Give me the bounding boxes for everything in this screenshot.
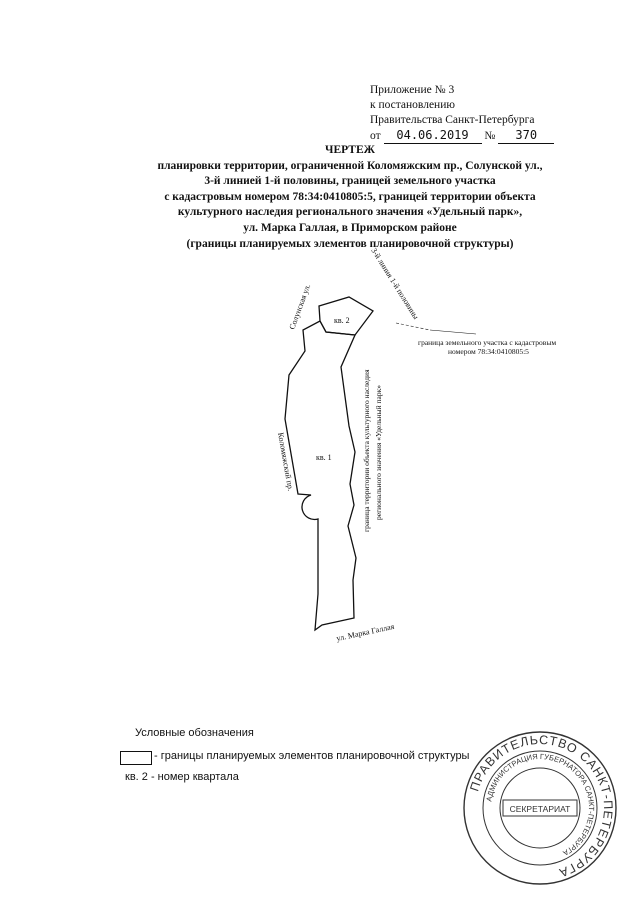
- park-boundary-label: регионального значения «Удельный парк»: [374, 385, 383, 520]
- stamp-inner-ring-text: АДМИНИСТРАЦИЯ ГУБЕРНАТОРА САНКТ-ПЕТЕРБУРГА: [484, 751, 597, 858]
- drawing-heading: ЧЕРТЕЖ: [325, 144, 375, 156]
- legend-boundary-text: - границы планируемых элементов планировочной структуры: [154, 750, 470, 762]
- number-prefix: №: [484, 130, 496, 142]
- annex-number: Приложение № 3: [370, 84, 455, 96]
- title-line: (границы планируемых элементов планировочной структуры): [186, 237, 514, 250]
- park-boundary-label: граница территории объекта культурного наследия: [362, 369, 371, 532]
- legend-boundary-symbol: [120, 751, 152, 765]
- cadastral-boundary-label: граница земельного участка с кадастровым: [418, 338, 557, 347]
- title-line: планировки территории, ограниченной Коломяжским пр., Солунской ул.,: [157, 159, 543, 172]
- resolution-number: 370: [498, 128, 554, 144]
- title-line: 3-й линией 1-й половины, границей земельного участка: [204, 175, 496, 188]
- stamp-center-text: СЕКРЕТАРИАТ: [509, 804, 571, 814]
- stamp-ring-text: ПРАВИТЕЛЬСТВО САНКТ-ПЕТЕРБУРГА: [467, 732, 616, 880]
- cadastral-leader-line: [430, 330, 476, 334]
- legend-heading: Условные обозначения: [135, 727, 254, 739]
- annex-resolution: к постановлению: [370, 99, 455, 111]
- official-stamp: [460, 728, 620, 888]
- block-2-label: кв. 2: [334, 316, 350, 325]
- block-1-label: кв. 1: [316, 453, 332, 462]
- street-solunskaya-label: Солунская ул.: [287, 282, 313, 331]
- legend-block-text: - номер квартала: [150, 771, 239, 783]
- cadastral-boundary-label: номером 78:34:0410805:5: [448, 347, 529, 356]
- street-3rd-line-label: 3-й линия 1-й половины: [369, 246, 421, 321]
- legend-block-symbol: кв. 2: [125, 771, 148, 783]
- legend-block: [125, 771, 239, 783]
- date-prefix: от: [370, 130, 381, 142]
- title-line: с кадастровым номером 78:34:0410805:5, границей территории объекта: [164, 190, 536, 203]
- cadastral-leader-line: [396, 323, 430, 330]
- resolution-date: 04.06.2019: [384, 128, 482, 144]
- title-line: ул. Марка Галлая, в Приморском районе: [243, 221, 457, 234]
- annex-government: Правительства Санкт-Петербурга: [370, 114, 535, 126]
- block-1-boundary: [285, 321, 356, 630]
- street-gallaya-label: ул. Марка Галлая: [335, 621, 396, 643]
- title-line: культурного наследия регионального значения «Удельный парк»,: [177, 206, 523, 219]
- street-kolomyazhsky-label: Коломяжский пр.: [276, 431, 296, 492]
